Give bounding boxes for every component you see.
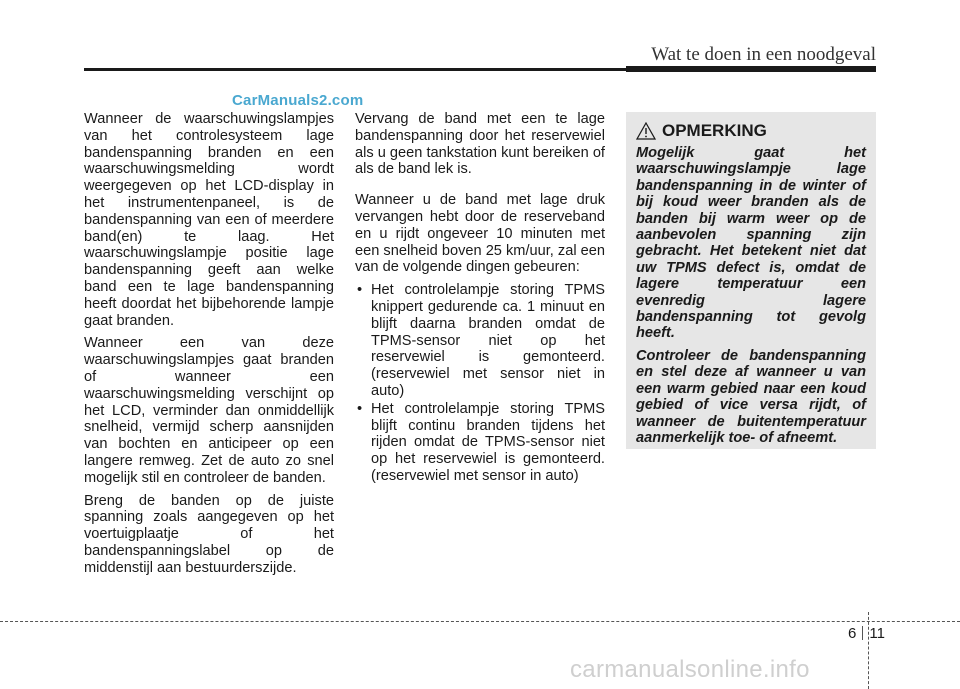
text-column-left [84,111,334,583]
paragraph: Vervang de band met een te lage bandenspanning door het reservewiel als u geen tankstation kunt bereiken of als de band lek is. [355,111,605,178]
warning-triangle-icon [636,122,656,140]
list-item [355,401,605,485]
paragraph: Breng de banden op de juiste spanning zoals aangegeven op het voertuigplaatje of het bandenspanningslabel op de middenstijl aan bestuurderszijde. [84,492,334,576]
paragraph: Wanneer een van deze waarschuwingslampjes gaat branden of wanneer een waarschuwingsmelding verschijnt op het LCD, verminder dan onmiddellijk snelheid, vermijd scherp aansnijden van bochten en anticipeer op een langere remweg. Zet de auto zo snel mogelijk stil en controleer de banden. [84,335,334,486]
note-paragraph: Controleer de bandenspanning en stel deze af wanneer u van een warm gebied naar een koud gebied of vice versa rijdt, of wanneer de buitentemperatuur aanmerkelijk toe- of afneemt. [636,347,866,446]
paragraph: Wanneer u de band met lage druk vervangen hebt door de reserveband en u rijdt ongeveer 10 minuten met een snelheid boven 25 km/uur, zal een van de volgende dingen gebeuren: [355,192,605,276]
paragraph: Wanneer de waarschuwingslampjes van het controlesysteem lage bandenspanning branden en een waarschuwingsmelding wordt weergegeven op het LCD-display in het instrumentenpaneel, is de bandenspanning van een of meerdere band(en) te laag. Het waarschuwingslampje positie lage bandenspanning geeft aan welke band een te lage bandenspanning heeft doordat het bijbehorende lampje gaat branden. [84,111,334,329]
note-box [626,112,876,449]
list-item-text: Het controlelampje storing TPMS blijft continu branden tijdens het rijden omdat de TPMS-sensor niet op het reservewiel is gemonteerd. (reservewiel met sensor in auto) [371,400,605,484]
note-header [636,121,866,141]
page-number [848,625,885,642]
page-number-separator [862,626,863,640]
text-column-middle [355,111,605,486]
footer-vertical-rule [868,612,869,689]
bullet-glyph: • [357,400,363,417]
footer-dashed-rule [0,621,960,622]
watermark-top-link[interactable]: CarManuals2.com [232,92,364,109]
header-thick-bar [626,66,876,72]
page-number-value: 11 [869,625,885,642]
running-header-title: Wat te doen in een noodgeval [651,44,876,65]
note-paragraph: Mogelijk gaat het waarschuwingslampje lage bandenspanning in de winter of bij koud weer branden als de banden bij warm weer op de aanbevolen spanning zijn gebracht. Het betekent niet dat uw TPMS defect is, omdat de lagere temperatuur een evenredig lagere bandenspanning tot gevolg heeft. [636,145,866,342]
list-item [355,282,605,400]
note-title: OPMERKING [662,121,767,140]
watermark-bottom-link[interactable]: carmanualsonline.info [570,656,810,683]
chapter-number: 6 [848,625,857,642]
bullet-list [355,282,605,485]
bullet-glyph: • [357,282,363,299]
list-item-text: Het controlelampje storing TPMS knippert gedurende ca. 1 minuut en blijft daarna branden omdat de TPMS-sensor niet op het reservewiel is gemonteerd. (reservewiel met sensor niet in auto) [371,282,605,399]
